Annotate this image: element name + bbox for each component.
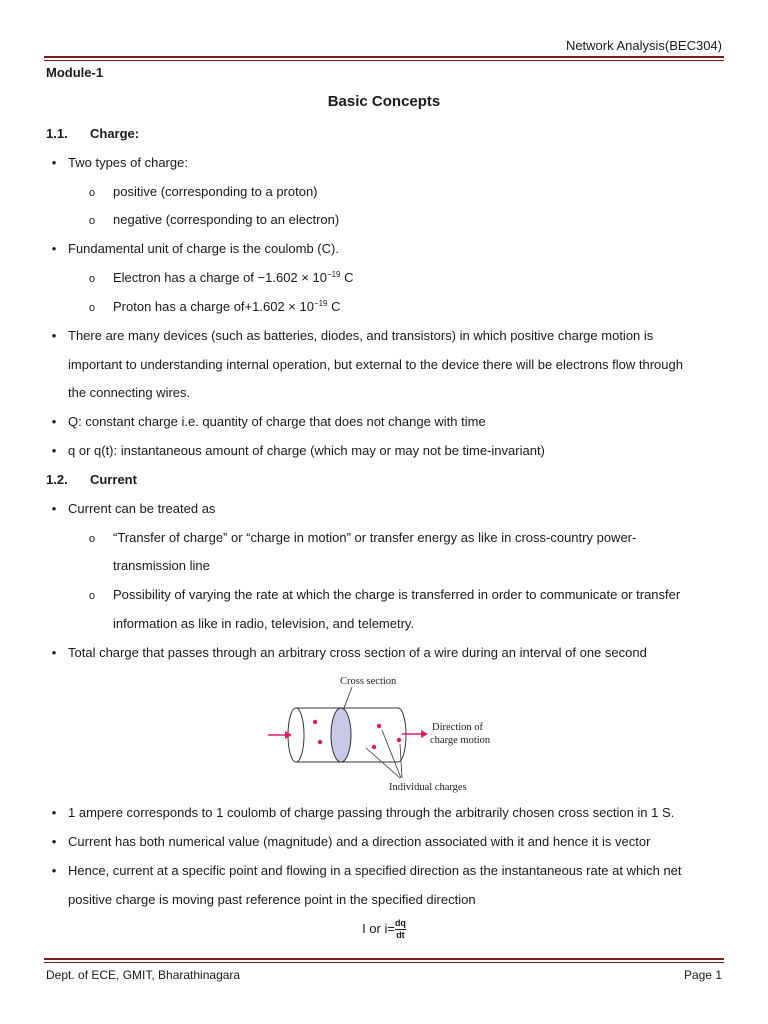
bullet-icon: •	[51, 443, 57, 458]
footer-rule	[44, 958, 724, 963]
cross-section-leader	[344, 687, 352, 708]
outgoing-arrow-head	[421, 730, 428, 738]
list-item: o Possibility of varying the rate at which the charge is transferred in order to communicate or transfer	[89, 587, 681, 602]
label-direction-1: Direction of	[432, 722, 484, 733]
list-item: • q or q(t): instantaneous amount of charge (which may or may not be time-invariant)	[68, 443, 545, 459]
charge-dot	[313, 720, 317, 724]
header-rule	[44, 56, 724, 61]
list-item: o Proton has a charge $of+1.602 \times 10^{-19}$ C	[89, 299, 341, 314]
charge-dot	[377, 724, 381, 728]
section-title: Charge:	[90, 126, 140, 141]
paragraph-line: the connecting wires.	[68, 385, 191, 400]
footer-department: Dept. of ECE, GMIT, Bharathinagara	[46, 968, 241, 982]
paragraph-line: information as like in radio, television, and telemetry.	[113, 616, 415, 631]
section-number: 1.2.	[46, 472, 68, 487]
formula-lhs: I or i=	[362, 920, 395, 936]
bullet-icon: •	[51, 328, 57, 343]
circle-bullet-icon: o	[89, 187, 96, 199]
circle-bullet-icon: o	[89, 215, 96, 227]
bullet-icon: •	[51, 241, 57, 256]
current-formula	[0, 918, 768, 941]
list-item: • Hence, current at a specific point and flowing in a specified direction as the instantaneous rate at which net	[68, 863, 682, 879]
list-item: • Fundamental unit of charge is the coulomb (C).	[68, 241, 339, 257]
list-item: • Current has both numerical value (magnitude) and a direction associated with it and hence it is vector	[68, 834, 650, 850]
bullet-icon: •	[51, 414, 57, 429]
list-item: • There are many devices (such as batteries, diodes, and transistors) in which positive charge motion is	[68, 328, 653, 344]
paragraph-line: transmission line	[113, 558, 210, 573]
bullet-icon: •	[51, 863, 57, 878]
bullet-icon: •	[51, 155, 57, 170]
page-title: Basic Concepts	[327, 93, 441, 110]
circle-bullet-icon: o	[89, 590, 96, 602]
bullet-icon: •	[51, 805, 57, 820]
charge-dot	[372, 745, 376, 749]
bullet-icon: •	[51, 501, 57, 516]
section-number: 1.1.	[46, 126, 68, 141]
list-item: o Electron has a charge of $-1.602 \times 10^{-19}$ C	[89, 270, 354, 285]
list-item: o “Transfer of charge” or “charge in motion” or transfer energy as like in cross-country power-	[89, 530, 637, 545]
list-item: • Current can be treated as	[68, 501, 215, 517]
footer-page-number: Page 1	[683, 968, 722, 982]
charge-dot	[397, 738, 401, 742]
header-title: Network Analysis(BEC304)	[565, 38, 722, 53]
charge-dot	[318, 740, 322, 744]
label-individual-charges: Individual charges	[389, 782, 467, 793]
list-item: • 1 ampere corresponds to 1 coulomb of charge passing through the arbitrarily chosen cross section in 1 S.	[68, 805, 674, 821]
circle-bullet-icon: o	[89, 273, 96, 285]
list-item: o negative (corresponding to an electron)	[89, 212, 340, 227]
paragraph-line: important to understanding internal operation, but external to the device there will be electrons flow through	[68, 357, 683, 372]
module-label: Module-1	[46, 65, 104, 80]
label-direction-2: charge motion	[430, 735, 491, 746]
cross-section-disk	[331, 708, 351, 762]
section-charge-heading	[0, 126, 768, 142]
circle-bullet-icon: o	[89, 302, 96, 314]
list-item: • Two types of charge:	[68, 155, 188, 171]
list-item: • Total charge that passes through an arbitrary cross section of a wire during an interval of one second	[68, 645, 647, 661]
list-item: o positive (corresponding to a proton)	[89, 184, 318, 199]
section-current-heading	[0, 472, 768, 488]
section-title: Current	[90, 472, 137, 487]
bullet-icon: •	[51, 834, 57, 849]
label-cross-section: Cross section	[340, 676, 397, 687]
paragraph-line: positive charge is moving past reference point in the specified direction	[68, 892, 476, 907]
cylinder-right-end	[398, 708, 406, 762]
list-item: • Q: constant charge i.e. quantity of charge that does not change with time	[68, 414, 486, 430]
circle-bullet-icon: o	[89, 533, 96, 545]
cross-section-figure	[262, 672, 512, 794]
formula-fraction: $\frac{dq}{dt}$	[394, 918, 406, 940]
bullet-icon: •	[51, 645, 57, 660]
